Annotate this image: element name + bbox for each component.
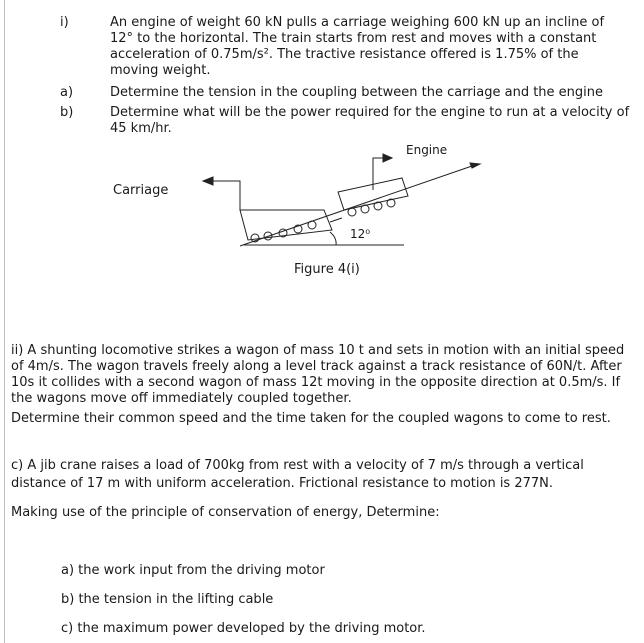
engine-wheel <box>374 202 382 210</box>
engine-force-line <box>373 158 385 190</box>
q3-part-b: b) the tension in the lifting cable <box>61 592 274 607</box>
carriage-label: Carriage <box>113 183 169 198</box>
angle-arc <box>330 232 336 245</box>
figure-caption: Figure 4(i) <box>294 262 360 277</box>
q2-text: ii) A shunting locomotive strikes a wagon of mass 10 t and sets in motion with an initial speed of 4m/s. The wagon travels freely along a level track against a track resistance of 60N/t. After 10s it collides with a second wagon of mass 12t moving in the opposite direction at 0.5m/s. If the wagons move off immediately coupled together. <box>11 343 625 406</box>
q3-part-a: a) the work input from the driving motor <box>61 563 325 578</box>
engine-force-arrowhead <box>383 154 392 162</box>
q1-number: i) <box>60 15 69 30</box>
q1-part-b-label: b) <box>60 105 74 120</box>
engine-wheel <box>361 205 369 213</box>
engine-wheel <box>348 208 356 216</box>
q1-intro: An engine of weight 60 kN pulls a carriage weighing 600 kN up an incline of 12° to the horizontal. The train starts from rest and moves with a constant acceleration of 0.75m/s². The tractive resistance offered is 1.75% of the moving weight. <box>110 15 605 78</box>
q1-part-b-text: Determine what will be the power required for the engine to run at a velocity of 45 km/hr. <box>110 105 630 136</box>
engine-arrowhead <box>470 163 480 168</box>
q2-ask: Determine their common speed and the time taken for the coupled wagons to come to rest. <box>11 411 611 426</box>
q1-part-a-text: Determine the tension in the coupling between the carriage and the engine <box>110 85 604 100</box>
carriage-wheel <box>308 221 316 229</box>
engine-label: Engine <box>406 143 448 157</box>
angle-label: 12⁰ <box>350 227 371 241</box>
q3-text: c) A jib crane raises a load of 700kg from rest with a velocity of 7 m/s through a vertical distance of 17 m with uniform acceleration. Frictional resistance to motion is 277N. <box>11 458 584 491</box>
page-left-border <box>4 0 5 643</box>
carriage-force-arrowhead <box>203 177 213 185</box>
q1-part-a-label: a) <box>60 85 74 100</box>
q3-instruction: Making use of the principle of conservation of energy, Determine: <box>11 505 440 520</box>
coupling <box>330 218 342 222</box>
q3-part-c: c) the maximum power developed by the driving motor. <box>61 621 426 636</box>
carriage-force-line <box>212 181 240 210</box>
